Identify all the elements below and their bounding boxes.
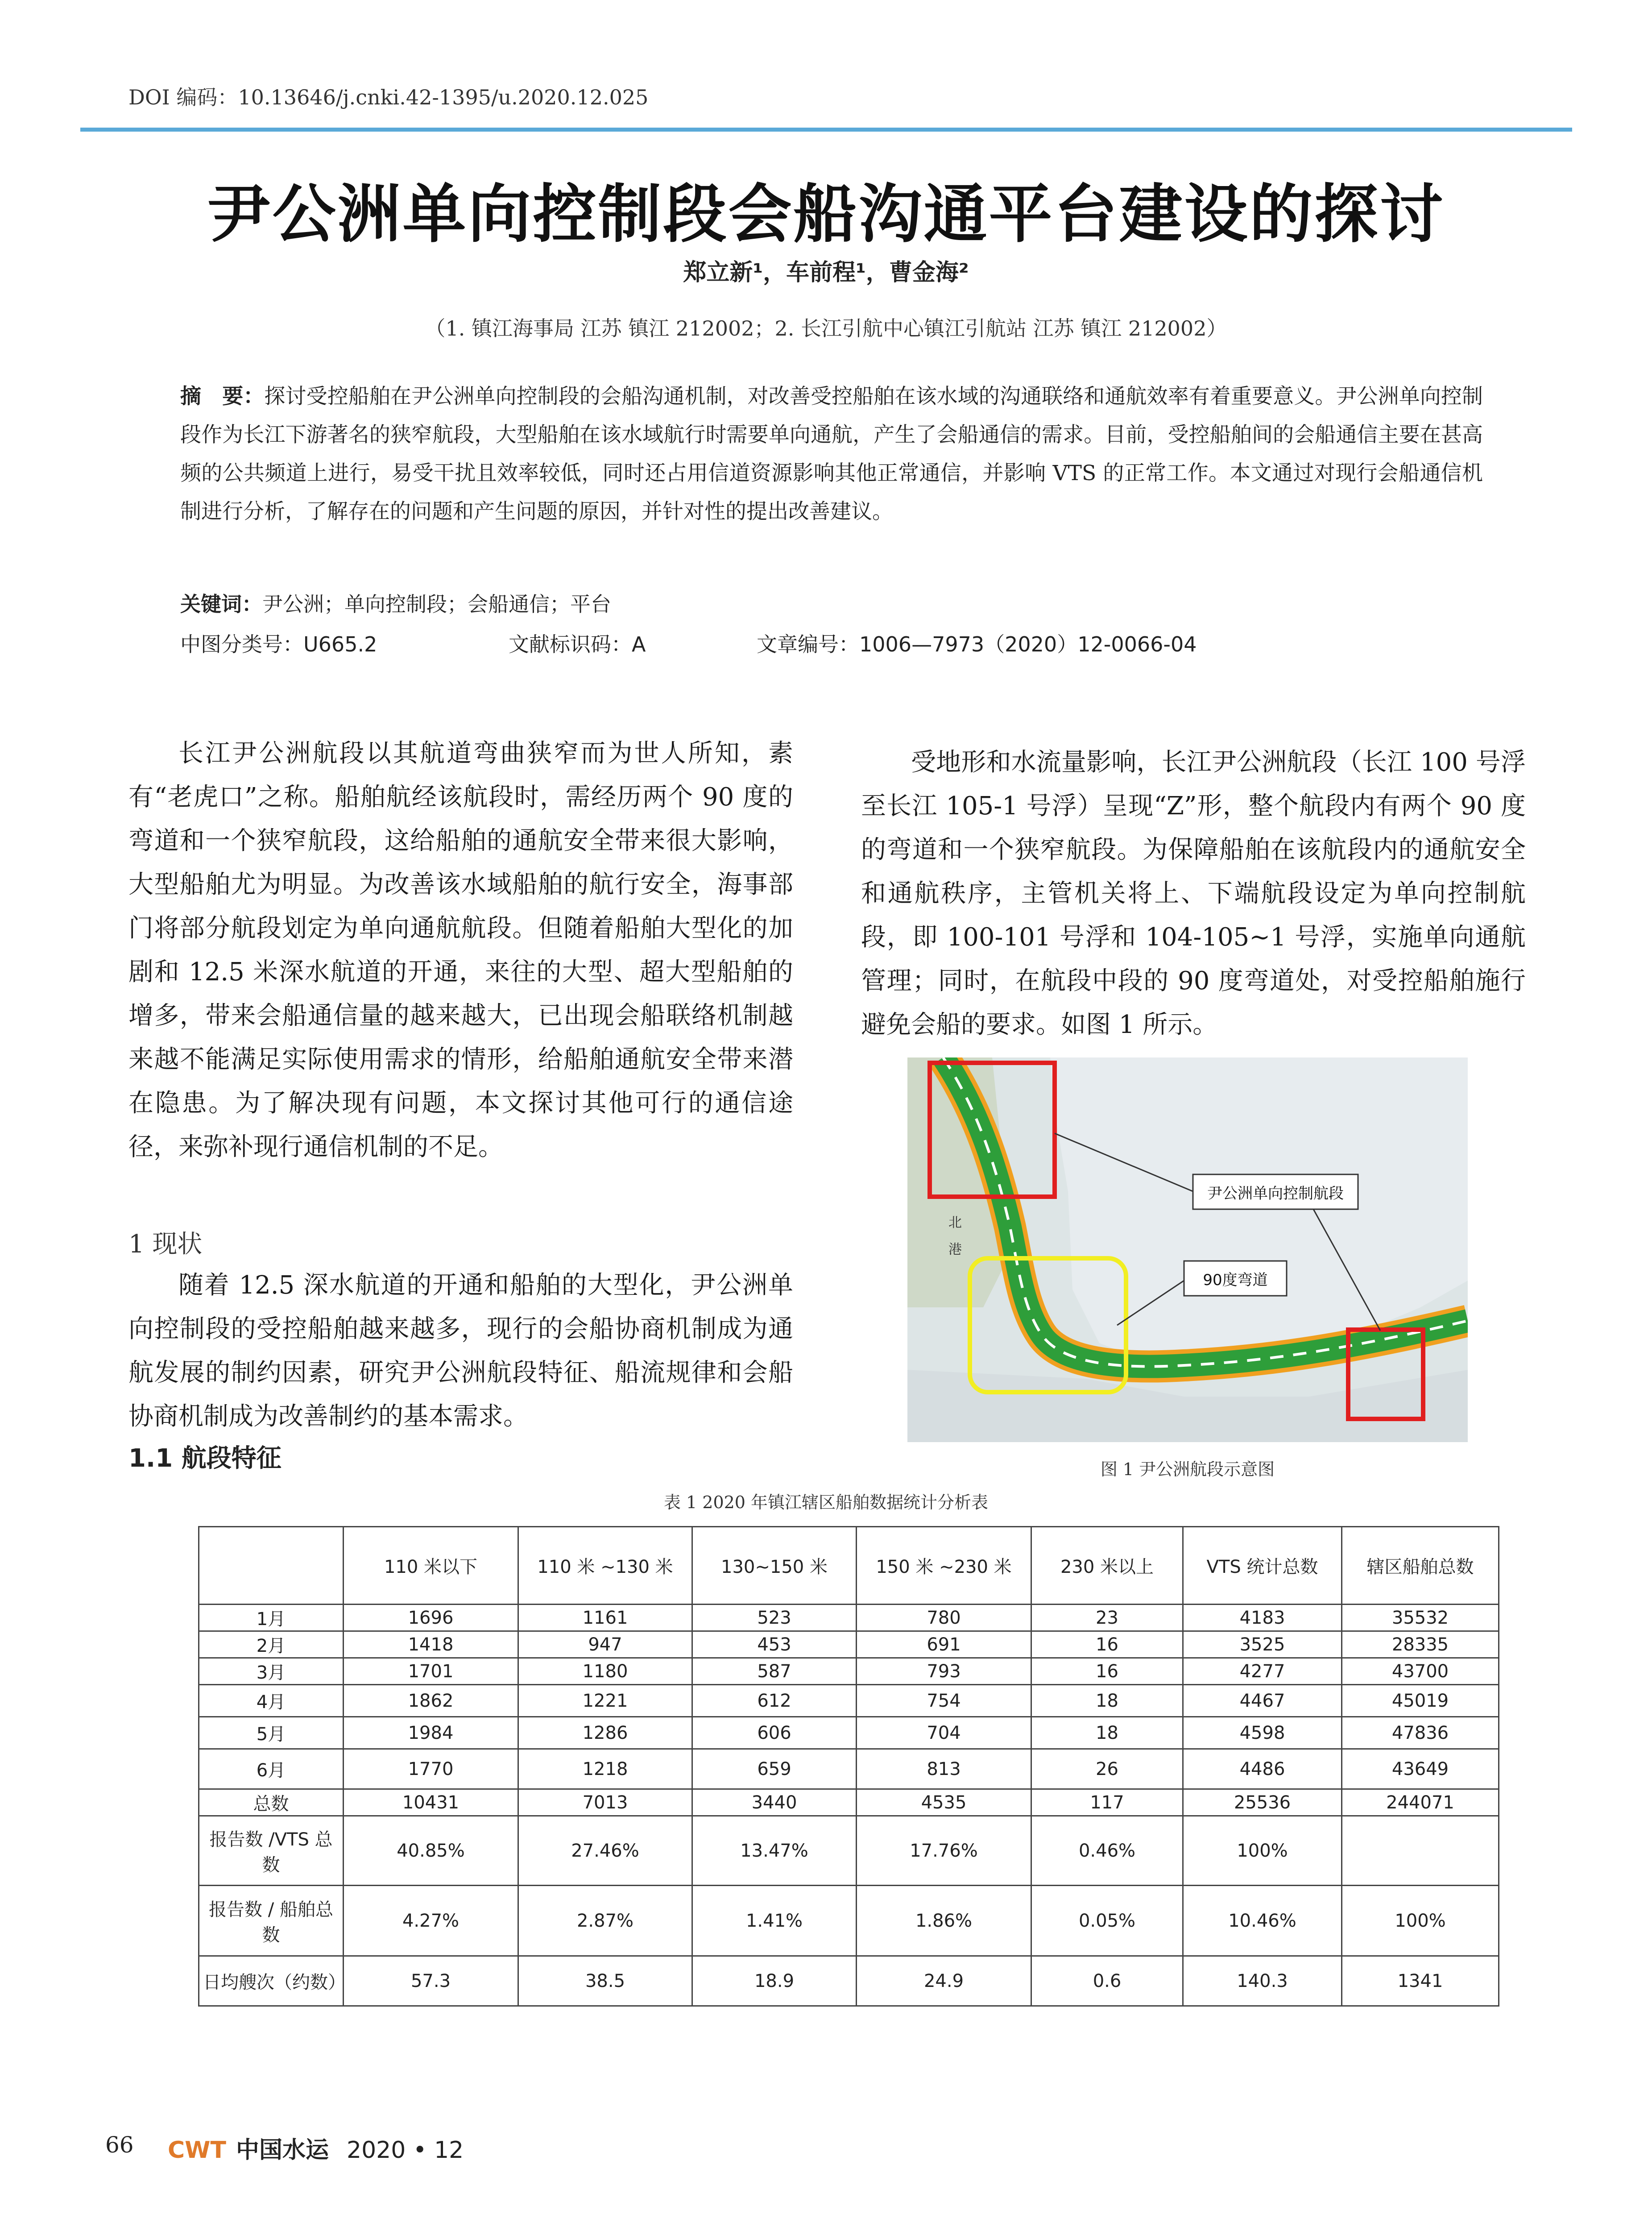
abstract-text: 探讨受控船舶在尹公洲单向控制段的会船沟通机制，对改善受控船舶在该水域的沟通联络和通航效率有着重要意义。尹公洲单向控制段作为长江下游著名的狭窄航段，大型船舶在该水域航行时需要单向通航，产生了会船通信的需求。目前，受控船舶间的会船通信主要在甚高频的公共频道上进行，易受干扰且效率较低，同时还占用信道资源影响其他正常通信，并影响 VTS 的正常工作。本文通过对现行会船通信机制进行分析，了解存在的问题和产生问题的原因，并针对性的提出改善建议。 (180, 384, 1483, 524)
table-cell: 4535 (857, 1789, 1031, 1816)
table-cell: 1180 (518, 1658, 692, 1685)
table-cell: 754 (857, 1685, 1031, 1717)
table-cell: 报告数 / 船舶总数 (199, 1886, 344, 1956)
channel-map (907, 1057, 1468, 1442)
table-row (199, 1658, 1499, 1685)
table-cell: 35532 (1342, 1605, 1499, 1631)
table-header-cell: 110 米 ~130 米 (518, 1527, 692, 1605)
table-caption: 表 1 2020 年镇江辖区船舶数据统计分析表 (663, 1493, 989, 1512)
table-cell: 24.9 (857, 1956, 1031, 2006)
table-cell: 7013 (518, 1789, 692, 1816)
keywords-label: 关键词： (180, 592, 262, 616)
table-cell: 100% (1183, 1816, 1342, 1886)
body-paragraph: 长江尹公洲航段以其航道弯曲狭窄而为世人所知，素有“老虎口”之称。船舶航经该航段时，需经历两个 90 度的弯道和一个狭窄航段，这给船舶的通航安全带来很大影响，大型船舶尤为明显。为改善该水域船舶的航行安全，海事部门将部分航段划定为单向通航航段。但随着船舶大型化的加剧和 12.5 米深水航道的开通，来往的大型、超大型船舶的增多，带来会船通信量的越来越大，已出现会船联络机制越来越不能满足实际使用需求的情形，给船舶通航安全带来潜在隐患。为了解决现有问题，本文探讨其他可行的通信途径，来弥补现行通信机制的不足。 (128, 739, 793, 1161)
table-cell: 606 (692, 1717, 857, 1749)
body-left-column-1 (128, 732, 793, 1169)
table-cell: 2月 (199, 1631, 344, 1658)
table-cell: 4.27% (344, 1886, 518, 1956)
table-cell: 704 (857, 1717, 1031, 1749)
table-row (199, 1685, 1499, 1717)
table-header-cell: 110 米以下 (344, 1527, 518, 1605)
table-cell: 1984 (344, 1717, 518, 1749)
table-cell: 23 (1031, 1605, 1183, 1631)
table-row (199, 1717, 1499, 1749)
table-header-cell: 150 米 ~230 米 (857, 1527, 1031, 1605)
article-authors: 郑立新¹，车前程¹，曹金海² (683, 259, 969, 286)
author-affiliations: （1. 镇江海事局 江苏 镇江 212002；2. 长江引航中心镇江引航站 江苏 镇江 212002） (425, 316, 1227, 340)
keywords-text: 尹公洲；单向控制段；会船通信；平台 (262, 592, 611, 616)
table-cell: 18 (1031, 1685, 1183, 1717)
table-header-cell: 130~150 米 (692, 1527, 857, 1605)
table-cell: 117 (1031, 1789, 1183, 1816)
table-cell: 1862 (344, 1685, 518, 1717)
table-cell: 26 (1031, 1749, 1183, 1789)
table-cell: 27.46% (518, 1816, 692, 1886)
table-cell: 47836 (1342, 1717, 1499, 1749)
table-cell: 659 (692, 1749, 857, 1789)
statistics-table-wrap (198, 1526, 1499, 2007)
table-cell: 2.87% (518, 1886, 692, 1956)
table-cell: 0.46% (1031, 1816, 1183, 1886)
table-header-cell: VTS 统计总数 (1183, 1527, 1342, 1605)
table-row (199, 1886, 1499, 1956)
table-cell: 4277 (1183, 1658, 1342, 1685)
abstract-label: 摘 要： (180, 384, 265, 409)
table-row (199, 1631, 1499, 1658)
statistics-table (198, 1526, 1499, 2007)
table-cell: 18 (1031, 1717, 1183, 1749)
map-text-he: 港 (948, 1242, 962, 1257)
table-cell: 612 (692, 1685, 857, 1717)
table-cell: 691 (857, 1631, 1031, 1658)
table-row (199, 1789, 1499, 1816)
table-cell: 17.76% (857, 1816, 1031, 1886)
map-text-bei: 北 (948, 1215, 962, 1231)
document-code: 文献标识码：A (509, 632, 646, 656)
table-cell: 1696 (344, 1605, 518, 1631)
table-cell: 3525 (1183, 1631, 1342, 1658)
table-row (199, 1605, 1499, 1631)
table-cell: 57.3 (344, 1956, 518, 2006)
table-cell: 43649 (1342, 1749, 1499, 1789)
table-cell: 38.5 (518, 1956, 692, 2006)
table-cell: 6月 (199, 1749, 344, 1789)
table-row (199, 1816, 1499, 1886)
body-left-column-2 (128, 1264, 793, 1439)
journal-issue: 2020 • 12 (347, 2137, 464, 2164)
keywords (180, 588, 611, 618)
table-cell: 报告数 /VTS 总数 (199, 1816, 344, 1886)
body-right-column (861, 741, 1526, 1047)
table-cell: 0.05% (1031, 1886, 1183, 1956)
table-cell: 453 (692, 1631, 857, 1658)
table-cell: 780 (857, 1605, 1031, 1631)
table-header-cell: 辖区船舶总数 (1342, 1527, 1499, 1605)
journal-brand: CWT (168, 2137, 226, 2164)
table-header-cell (199, 1527, 344, 1605)
table-cell: 3440 (692, 1789, 857, 1816)
table-row (199, 1956, 1499, 2006)
table-cell: 1218 (518, 1749, 692, 1789)
table-cell: 1.41% (692, 1886, 857, 1956)
table-cell: 40.85% (344, 1816, 518, 1886)
table-cell: 5月 (199, 1717, 344, 1749)
body-paragraph: 受地形和水流量影响，长江尹公洲航段（长江 100 号浮至长江 105-1 号浮）呈现“Z”形，整个航段内有两个 90 度的弯道和一个狭窄航段。为保障船舶在该航段内的通航安全和通航秩序，主管机关将上、下端航段设定为单向控制航段，即 100-101 号浮和 104-105~1 号浮，实施单向通航管理；同时，在航段中段的 90 度弯道处，对受控船舶施行避免会船的要求。如图 1 所示。 (861, 748, 1526, 1039)
page-number: 66 (105, 2132, 134, 2158)
table-cell (1342, 1816, 1499, 1886)
table-cell: 25536 (1183, 1789, 1342, 1816)
table-cell: 3月 (199, 1658, 344, 1685)
table-header-cell: 230 米以上 (1031, 1527, 1183, 1605)
table-cell: 4486 (1183, 1749, 1342, 1789)
table-cell: 13.47% (692, 1816, 857, 1886)
label-one-way-section: 尹公洲单向控制航段 (1207, 1185, 1344, 1203)
section-heading-1: 1 现状 (128, 1230, 203, 1259)
table-cell: 4183 (1183, 1605, 1342, 1631)
table-header-row (199, 1527, 1499, 1605)
channel-map-figure (907, 1057, 1468, 1442)
table-cell: 43700 (1342, 1658, 1499, 1685)
table-cell: 1.86% (857, 1886, 1031, 1956)
table-cell: 1月 (199, 1605, 344, 1631)
table-cell: 4月 (199, 1685, 344, 1717)
doi-code: DOI 编码：10.13646/j.cnki.42-1395/u.2020.12.025 (128, 85, 649, 109)
table-cell: 45019 (1342, 1685, 1499, 1717)
table-cell: 813 (857, 1749, 1031, 1789)
table-cell: 1286 (518, 1717, 692, 1749)
table-cell: 0.6 (1031, 1956, 1183, 2006)
table-cell: 10.46% (1183, 1886, 1342, 1956)
abstract (180, 377, 1483, 531)
label-90-degree-bend: 90度弯道 (1203, 1271, 1268, 1289)
table-cell: 10431 (344, 1789, 518, 1816)
table-cell: 1221 (518, 1685, 692, 1717)
table-cell: 18.9 (692, 1956, 857, 2006)
table-cell: 1341 (1342, 1956, 1499, 2006)
section-heading-1-1: 1.1 航段特征 (128, 1444, 282, 1473)
table-cell: 4598 (1183, 1717, 1342, 1749)
table-row (199, 1749, 1499, 1789)
table-cell: 1701 (344, 1658, 518, 1685)
table-cell: 793 (857, 1658, 1031, 1685)
journal-name: 中国水运 (236, 2136, 329, 2164)
table-cell: 100% (1342, 1886, 1499, 1956)
clc-number: 中图分类号：U665.2 (180, 632, 377, 656)
table-cell: 523 (692, 1605, 857, 1631)
table-cell: 244071 (1342, 1789, 1499, 1816)
table-cell: 947 (518, 1631, 692, 1658)
header-rule (80, 128, 1572, 132)
table-cell: 1418 (344, 1631, 518, 1658)
table-cell: 4467 (1183, 1685, 1342, 1717)
table-cell: 总数 (199, 1789, 344, 1816)
table-cell: 140.3 (1183, 1956, 1342, 2006)
table-cell: 1770 (344, 1749, 518, 1789)
table-cell: 28335 (1342, 1631, 1499, 1658)
body-paragraph: 随着 12.5 深水航道的开通和船舶的大型化，尹公洲单向控制段的受控船舶越来越多，现行的会船协商机制成为通航发展的制约因素，研究尹公洲航段特征、船流规律和会船协商机制成为改善制约的基本需求。 (128, 1271, 793, 1431)
table-cell: 16 (1031, 1658, 1183, 1685)
table-cell: 587 (692, 1658, 857, 1685)
table-cell: 1161 (518, 1605, 692, 1631)
table-cell: 16 (1031, 1631, 1183, 1658)
journal-footer (168, 2131, 464, 2165)
table-cell: 日均艘次（约数） (199, 1956, 344, 2006)
article-title: 尹公洲单向控制段会船沟通平台建设的探讨 (207, 177, 1445, 251)
figure-caption: 图 1 尹公洲航段示意图 (1100, 1460, 1275, 1479)
article-number: 文章编号：1006—7973（2020）12-0066-04 (757, 632, 1197, 656)
